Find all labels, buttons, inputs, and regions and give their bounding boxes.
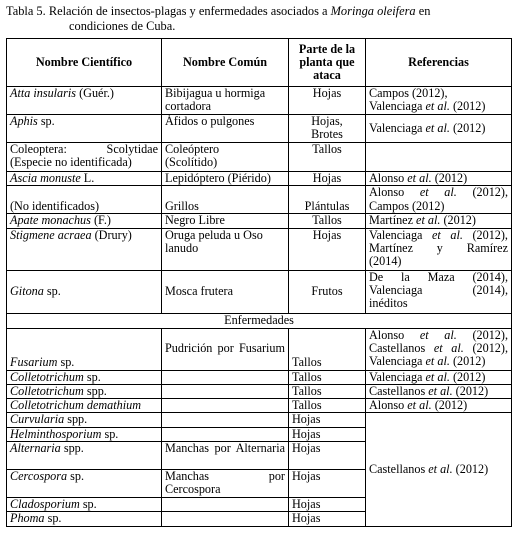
cell-references: Alonso et al. (2012), Castellanos et al. (2012), Valenciaga et al. (2012) <box>366 328 512 370</box>
caption-species: Moringa oleifera <box>330 4 416 18</box>
cell-part: Tallos <box>289 370 366 384</box>
table-caption <box>6 4 511 34</box>
cell-part: Tallos <box>289 384 366 398</box>
cell-part: Hojas <box>289 228 366 270</box>
cell-references: Valenciaga et al. (2012), Martínez y Ramírez (2014) <box>366 228 512 270</box>
cell-part: Tallos <box>289 399 366 413</box>
cell-references <box>366 143 512 172</box>
cell-scientific: Fusarium sp. <box>7 328 162 370</box>
cell-part: Hojas <box>289 442 366 470</box>
cell-part: Hojas <box>289 413 366 427</box>
cell-scientific: Coleoptera: Scolytidae (Especie no identificada) <box>7 143 162 172</box>
cell-common <box>162 512 289 526</box>
cell-references-group: Castellanos et al. (2012) <box>366 413 512 526</box>
cell-scientific: Apate monachus (F.) <box>7 214 162 228</box>
cell-common: Manchas por Alternaria <box>162 442 289 470</box>
cell-part: Hojas <box>289 172 366 186</box>
cell-scientific: Cercospora sp. <box>7 470 162 498</box>
caption-suffix: en <box>415 4 431 18</box>
cell-references: Valenciaga et al. (2012) <box>366 370 512 384</box>
cell-references: De la Maza (2014), Valenciaga (2014), inéditos <box>366 270 512 313</box>
table-row <box>7 115 512 143</box>
cell-common: Pudrición por Fusarium <box>162 328 289 370</box>
cell-scientific: Phoma sp. <box>7 512 162 526</box>
cell-references: Campos (2012), Valenciaga et al. (2012) <box>366 87 512 115</box>
table-row <box>7 370 512 384</box>
cell-scientific: Colletotrichum demathium <box>7 399 162 413</box>
cell-references: Martínez et al. (2012) <box>366 214 512 228</box>
cell-common: Grillos <box>162 186 289 214</box>
section-title-enfermedades: Enfermedades <box>7 313 512 328</box>
header-references: Referencias <box>366 39 512 87</box>
cell-common <box>162 498 289 512</box>
cell-references: Alonso et al. (2012) <box>366 172 512 186</box>
cell-common <box>162 413 289 427</box>
cell-part: Hojas <box>289 87 366 115</box>
cell-common <box>162 384 289 398</box>
cell-common <box>162 399 289 413</box>
cell-common <box>162 370 289 384</box>
cell-common: Negro Libre <box>162 214 289 228</box>
cell-scientific: Ascia monuste L. <box>7 172 162 186</box>
cell-common: Lepidóptero (Piérido) <box>162 172 289 186</box>
cell-scientific: Gitona sp. <box>7 270 162 313</box>
section-row <box>7 313 512 328</box>
cell-common: Bibijagua u hormiga cortadora <box>162 87 289 115</box>
cell-scientific: Curvularia spp. <box>7 413 162 427</box>
cell-part: Hojas <box>289 470 366 498</box>
cell-part: Hojas, Brotes <box>289 115 366 143</box>
table-row <box>7 270 512 313</box>
cell-references: Alonso et al. (2012), Campos (2012) <box>366 186 512 214</box>
cell-references: Castellanos et al. (2012) <box>366 384 512 398</box>
table-row <box>7 413 512 427</box>
table-row <box>7 228 512 270</box>
cell-part: Plántulas <box>289 186 366 214</box>
table-row <box>7 143 512 172</box>
cell-common: Mosca frutera <box>162 270 289 313</box>
cell-references: Valenciaga et al. (2012) <box>366 115 512 143</box>
cell-part: Tallos <box>289 214 366 228</box>
header-scientific-name: Nombre Científico <box>7 39 162 87</box>
cell-common: Áfidos o pulgones <box>162 115 289 143</box>
table-row <box>7 186 512 214</box>
cell-scientific: Aphis sp. <box>7 115 162 143</box>
caption-prefix: Tabla 5. Relación de insectos-plagas y enfermedades asociados a <box>6 4 331 18</box>
table-row <box>7 399 512 413</box>
cell-part: Hojas <box>289 512 366 526</box>
cell-common: Coleóptero (Scolítido) <box>162 143 289 172</box>
table-row <box>7 214 512 228</box>
cell-part: Hojas <box>289 498 366 512</box>
pest-disease-table <box>6 38 512 527</box>
table-row <box>7 384 512 398</box>
cell-part: Frutos <box>289 270 366 313</box>
header-plant-part: Parte de la planta que ataca <box>289 39 366 87</box>
cell-scientific: Stigmene acraea (Drury) <box>7 228 162 270</box>
cell-common <box>162 427 289 441</box>
cell-scientific: Cladosporium sp. <box>7 498 162 512</box>
caption-line2: condiciones de Cuba. <box>69 19 176 33</box>
cell-common: Oruga peluda u Oso lanudo <box>162 228 289 270</box>
cell-references: Alonso et al. (2012) <box>366 399 512 413</box>
table-row <box>7 87 512 115</box>
table-header-row <box>7 39 512 87</box>
table-row <box>7 172 512 186</box>
cell-scientific: Colletotrichum spp. <box>7 384 162 398</box>
cell-scientific: Colletotrichum sp. <box>7 370 162 384</box>
cell-scientific: Helminthosporium sp. <box>7 427 162 441</box>
table-row <box>7 328 512 370</box>
cell-part: Tallos <box>289 328 366 370</box>
cell-scientific: (No identificados) <box>7 186 162 214</box>
cell-scientific: Alternaria spp. <box>7 442 162 470</box>
cell-part: Hojas <box>289 427 366 441</box>
cell-scientific: Atta insularis (Guér.) <box>7 87 162 115</box>
header-common-name: Nombre Común <box>162 39 289 87</box>
cell-part: Tallos <box>289 143 366 172</box>
cell-common: Manchas por Cercospora <box>162 470 289 498</box>
